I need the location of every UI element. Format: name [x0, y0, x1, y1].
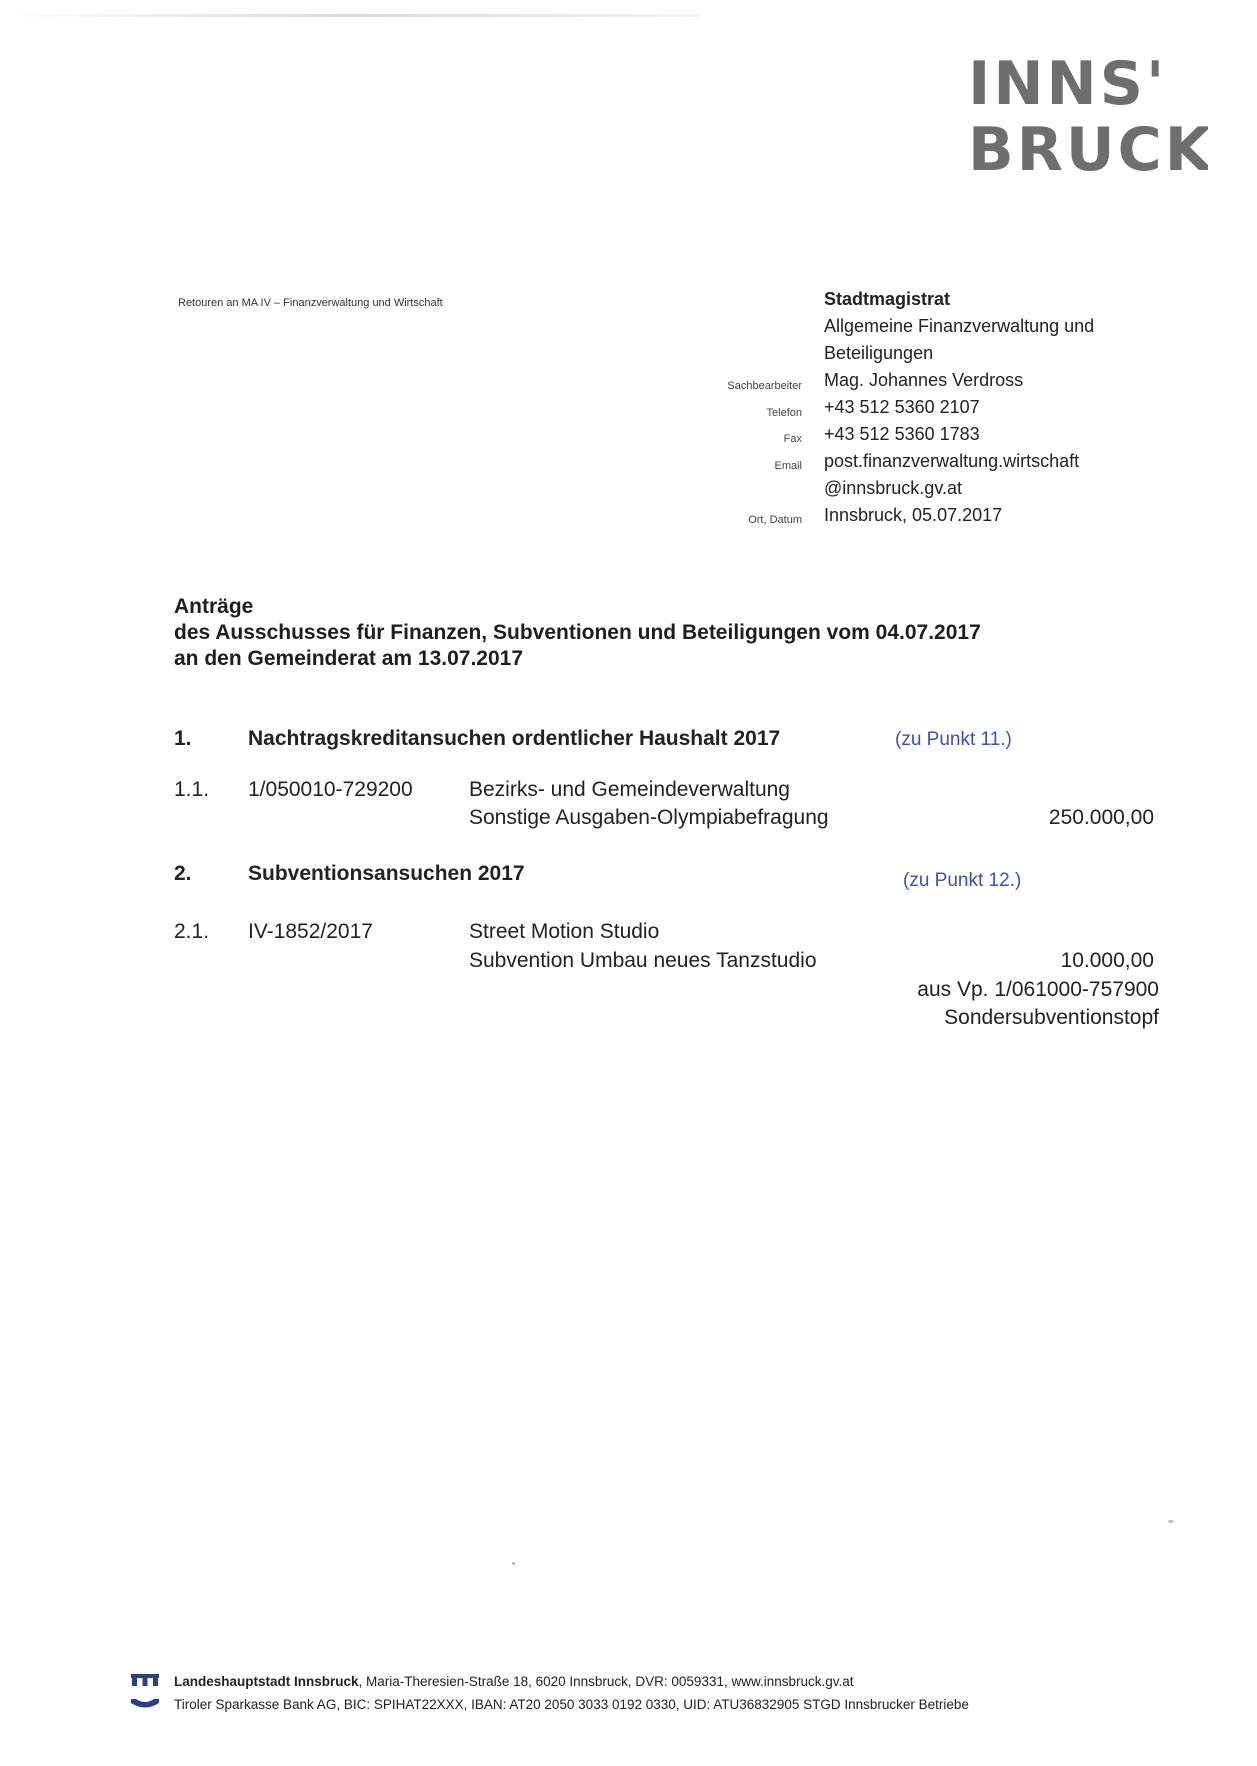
- section-1-heading: Nachtragskreditansuchen ordentlicher Haushalt 2017: [248, 727, 781, 750]
- item-1-1-amount: 250.000,00: [1048, 806, 1154, 829]
- footer-line2: Tiroler Sparkasse Bank AG, BIC: SPIHAT22XXX, IBAN: AT20 2050 3033 0192 0330, UID: ATU36832905 STGD Innsbrucker Betriebe: [174, 1697, 969, 1712]
- return-address: Retouren an MA IV – Finanzverwaltung und Wirtschaft: [178, 297, 443, 309]
- sender-phone: +43 512 5360 2107: [824, 397, 980, 417]
- item-2-1-code: IV-1852/2017: [248, 920, 373, 943]
- title-line3: an den Gemeinderat am 13.07.2017: [174, 647, 524, 670]
- sender-block: [824, 286, 1094, 529]
- sender-department: Stadtmagistrat: [824, 289, 951, 309]
- title-line1: Anträge: [174, 595, 254, 618]
- footer: [174, 1670, 969, 1716]
- label-fax: Fax: [783, 433, 802, 445]
- sender-fax: +43 512 5360 1783: [824, 424, 980, 444]
- footer-address: , Maria-Theresien-Straße 18, 6020 Innsbruck, DVR: 0059331, www.innsbruck.gv.at: [358, 1674, 854, 1689]
- footer-line1: [174, 1670, 969, 1693]
- title-line2: des Ausschusses für Finanzen, Subventionen und Beteiligungen vom 04.07.2017: [174, 621, 981, 644]
- section-2-number: 2.: [174, 862, 192, 885]
- document-title: [174, 594, 981, 672]
- item-2-1-source-line1: aus Vp. 1/061000-757900: [917, 978, 1159, 1001]
- section-2-heading: Subventionsansuchen 2017: [248, 862, 525, 885]
- item-1-1-code: 1/050010-729200: [248, 778, 413, 801]
- section-1-number: 1.: [174, 727, 192, 750]
- item-2-1-line1: Street Motion Studio: [469, 920, 660, 943]
- item-2-1-source-line2: Sondersubventionstopf: [944, 1006, 1159, 1029]
- logo-wordmark: [968, 52, 1208, 182]
- city-emblem-icon: [130, 1672, 160, 1714]
- sender-division-line2: Beteiligungen: [824, 343, 934, 363]
- footer-city-name: Landeshauptstadt Innsbruck: [174, 1674, 359, 1689]
- sender-email-line1: post.finanzverwaltung.wirtschaft: [824, 451, 1080, 471]
- item-1-1-number: 1.1.: [174, 778, 210, 801]
- label-email: Email: [774, 460, 802, 472]
- sender-clerk: Mag. Johannes Verdross: [824, 370, 1024, 390]
- innsbruck-logo: [968, 52, 1208, 187]
- logo-line2: BRUCK: [968, 115, 1208, 182]
- sender-email-line2: @innsbruck.gv.at: [824, 478, 962, 498]
- label-clerk: Sachbearbeiter: [727, 380, 802, 392]
- scan-speck: [1168, 1520, 1174, 1523]
- section-2-note: (zu Punkt 12.): [903, 870, 1022, 891]
- item-1-1-line1: Bezirks- und Gemeindeverwaltung: [469, 778, 790, 801]
- scan-artifact-line: [0, 14, 700, 17]
- sender-place-date: Innsbruck, 05.07.2017: [824, 505, 1003, 525]
- item-2-1-line2: Subvention Umbau neues Tanzstudio: [469, 949, 817, 972]
- section-1-note: (zu Punkt 11.): [895, 729, 1012, 750]
- logo-line1: INNS': [968, 52, 1168, 119]
- label-phone: Telefon: [766, 407, 802, 419]
- item-2-1-number: 2.1.: [174, 920, 210, 943]
- item-2-1-amount: 10.000,00: [1060, 949, 1154, 972]
- item-1-1-line2: Sonstige Ausgaben-Olympiabefragung: [469, 806, 829, 829]
- sender-division-line1: Allgemeine Finanzverwaltung und: [824, 316, 1095, 336]
- label-place-date: Ort, Datum: [748, 514, 802, 526]
- scan-speck: [512, 1562, 515, 1565]
